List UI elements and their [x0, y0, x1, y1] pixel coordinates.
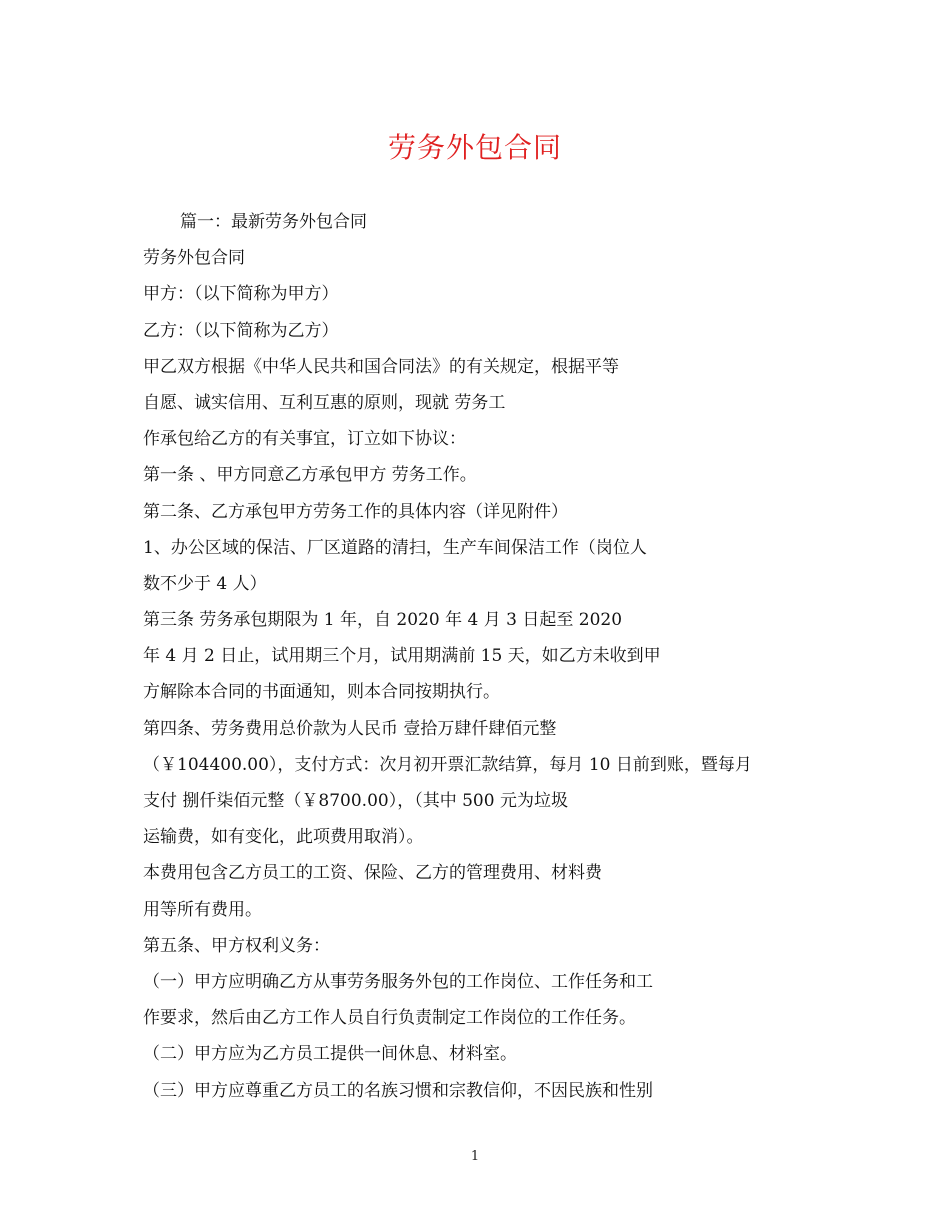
body-line: 1、办公区域的保洁、厂区道路的清扫，生产车间保洁工作（岗位人 [143, 537, 647, 558]
body-line: 第二条、乙方承包甲方劳务工作的具体内容（详见附件） [143, 501, 568, 522]
body-line: （二）甲方应为乙方员工提供一间休息、材料室。 [143, 1044, 517, 1065]
body-line: （￥104400.00），支付方式：次月初开票汇款结算，每月 10 日前到账，暨每月 [143, 754, 752, 775]
body-line: 乙方：（以下简称为乙方） [143, 320, 339, 341]
body-line: 作要求，然后由乙方工作人员自行负责制定工作岗位的工作任务。 [143, 1008, 636, 1029]
body-line: 年 4 月 2 日止，试用期三个月，试用期满前 15 天，如乙方未收到甲 [143, 646, 661, 667]
body-line: 作承包给乙方的有关事宜，订立如下协议： [143, 429, 466, 450]
body-line: 方解除本合同的书面通知，则本合同按期执行。 [143, 682, 500, 703]
document-body [143, 204, 823, 1109]
body-line: 第五条、甲方权利义务： [143, 935, 330, 956]
body-line: 劳务外包合同 [143, 248, 245, 269]
body-line: （三）甲方应尊重乙方员工的名族习惯和宗教信仰，不因民族和性别 [143, 1080, 653, 1101]
body-line: 第四条、劳务费用总价款为人民币 壹拾万肆仟肆佰元整 [143, 718, 557, 739]
body-line: 数不少于 4 人） [143, 573, 267, 594]
body-line: 用等所有费用。 [143, 899, 262, 920]
body-line: 第三条 劳务承包期限为 1 年，自 2020 年 4 月 3 日起至 2020 [143, 610, 623, 631]
body-line: 甲方：（以下简称为甲方） [143, 284, 339, 305]
document-title: 劳务外包合同 [387, 131, 562, 164]
body-line: 甲乙双方根据《中华人民共和国合同法》的有关规定，根据平等 [143, 356, 619, 377]
body-line: 篇一：最新劳务外包合同 [180, 212, 367, 232]
body-line: 自愿、诚实信用、互利互惠的原则，现就 劳务工 [143, 392, 506, 413]
page-number: 1 [470, 1149, 480, 1164]
body-line: （一）甲方应明确乙方从事劳务服务外包的工作岗位、工作任务和工 [143, 971, 653, 992]
body-line: 支付 捌仟柒佰元整（￥8700.00），（其中 500 元为垃圾 [143, 791, 568, 811]
body-line: 运输费，如有变化，此项费用取消）。 [143, 827, 424, 848]
body-line: 本费用包含乙方员工的工资、保险、乙方的管理费用、材料费 [143, 863, 602, 884]
body-line: 第一条 、甲方同意乙方承包甲方 劳务工作。 [143, 465, 477, 486]
